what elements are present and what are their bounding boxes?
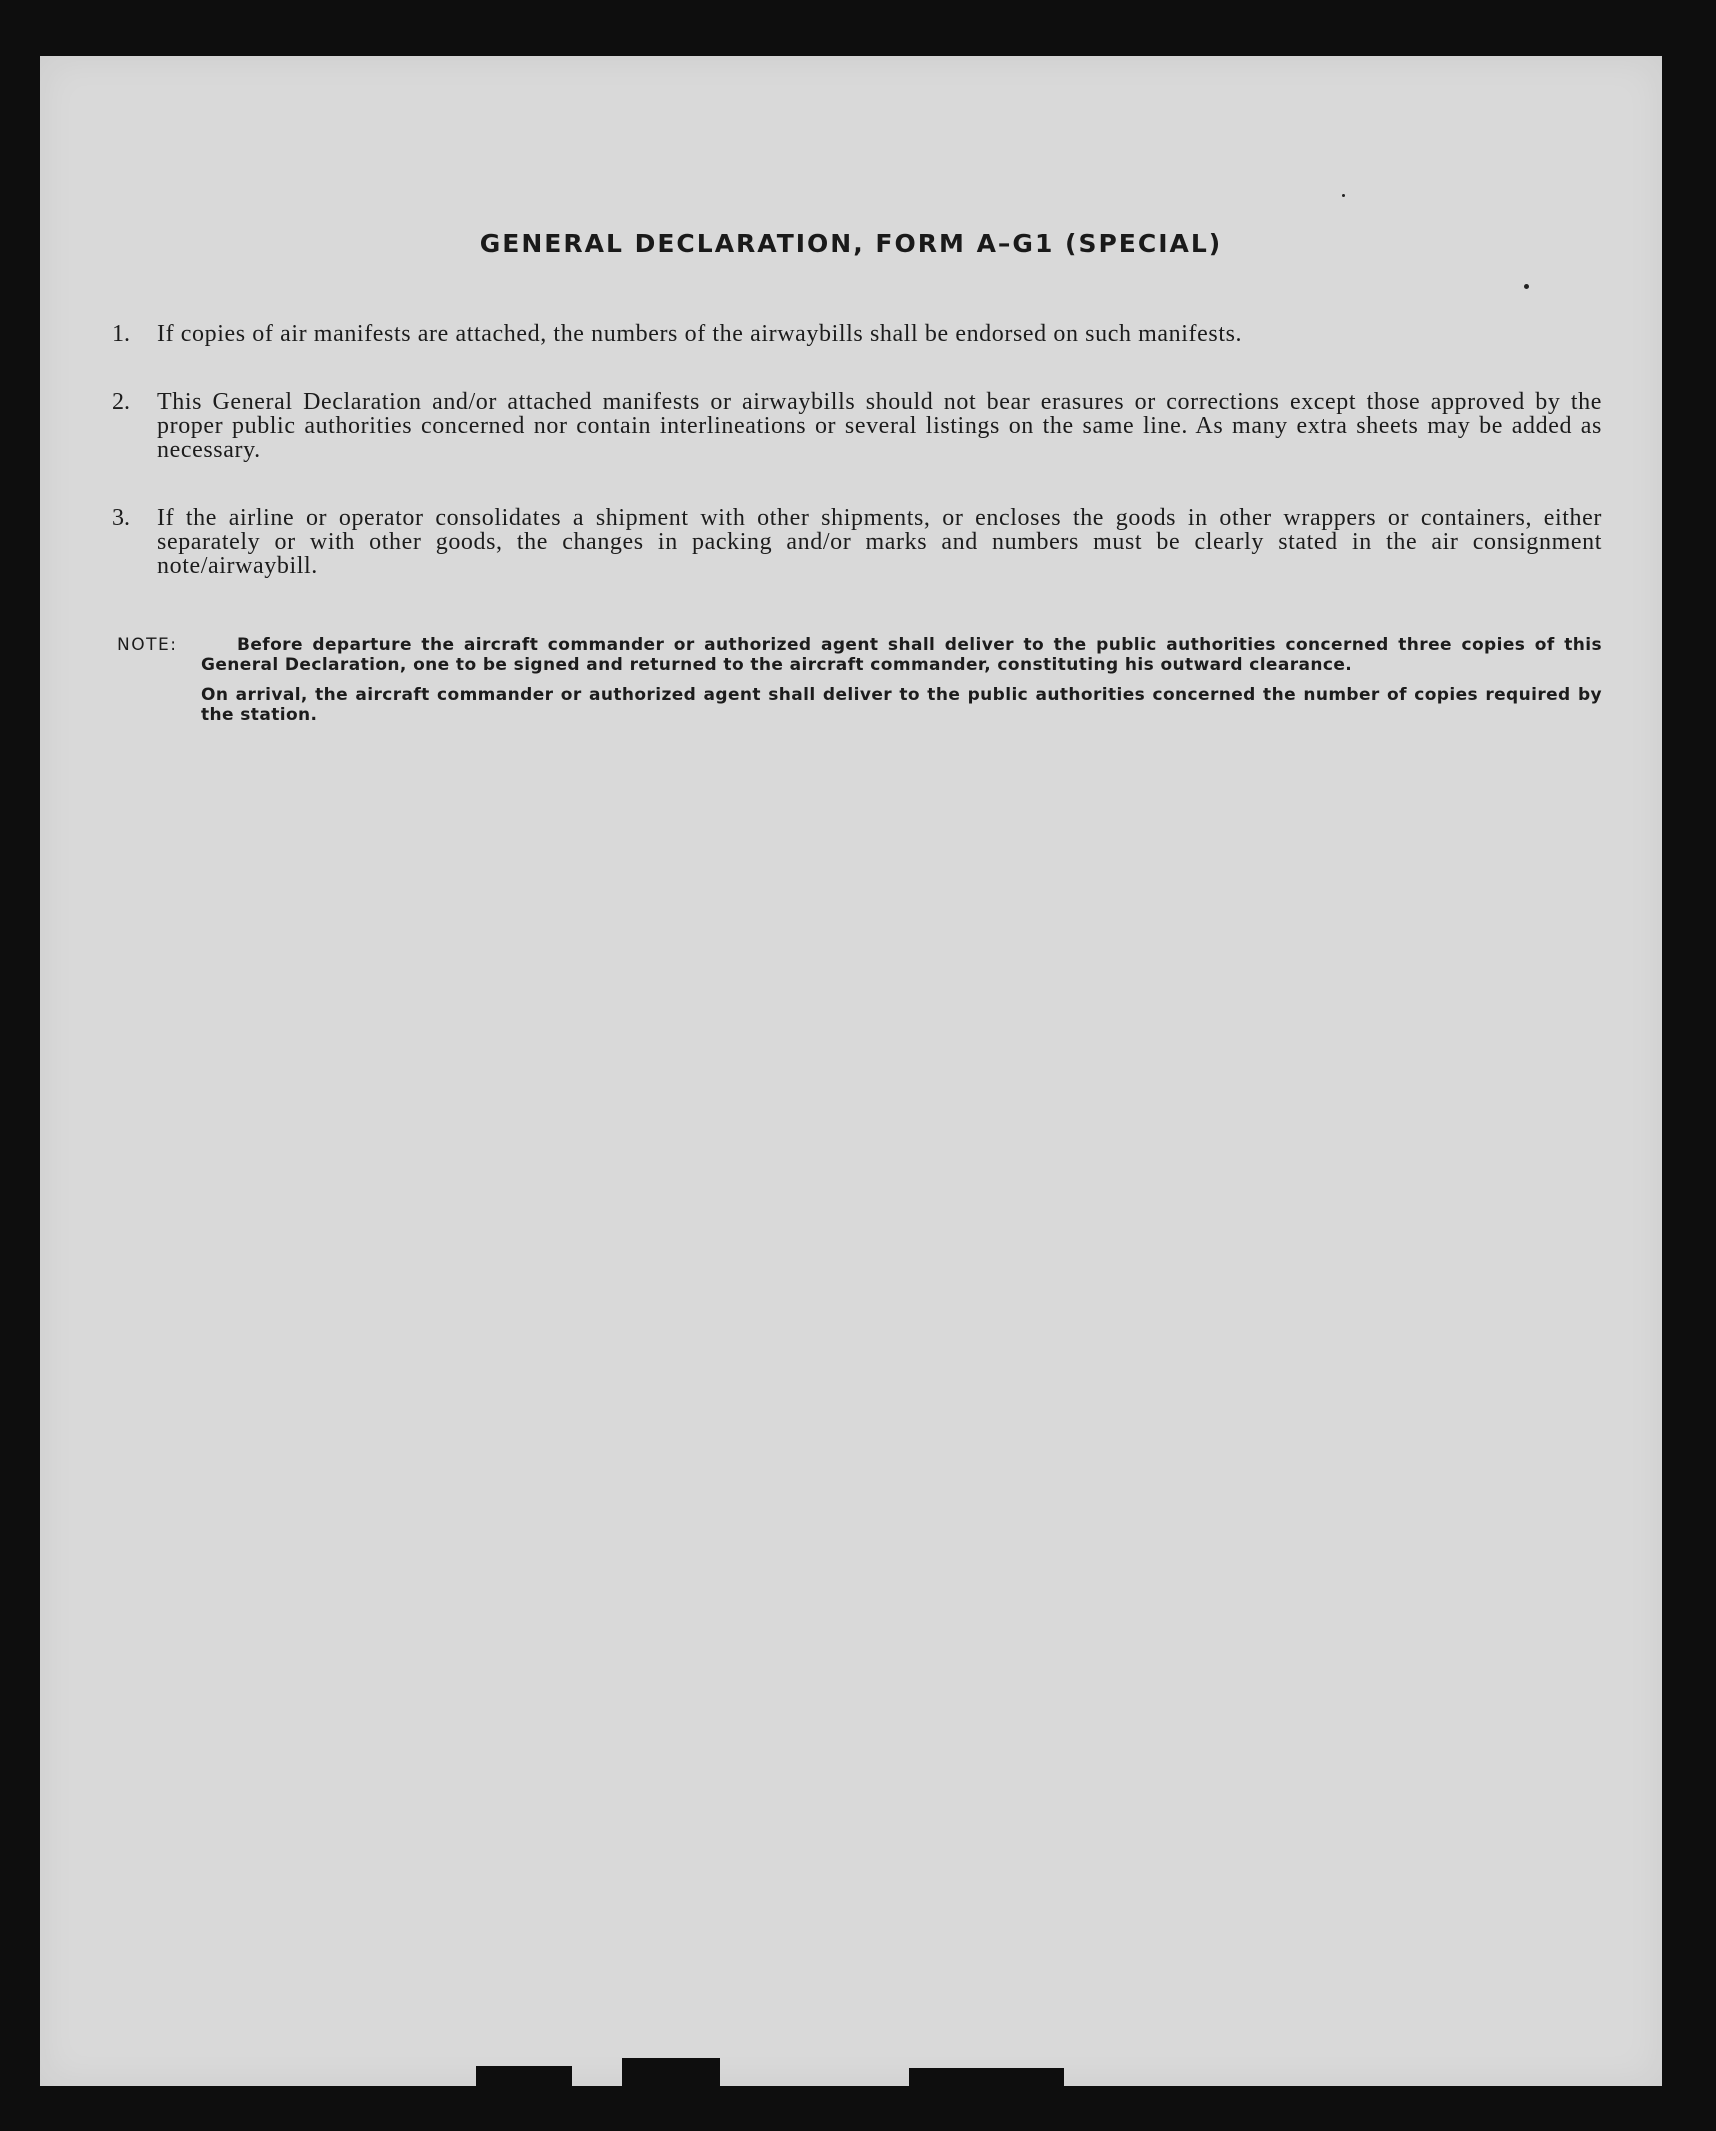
document-title: GENERAL DECLARATION, FORM A–G1 (SPECIAL) (479, 229, 1223, 258)
item-number: 2. (112, 389, 130, 415)
dust-speck (1342, 194, 1345, 197)
item-text: This General Declaration and/or attached manifests or airwaybills should not bear erasures or corrections except those approved by the proper public authorities concerned nor contain interlineations or several listings on the same line. As many extra sheets may be added as necessary. (157, 389, 1602, 463)
instruction-item (112, 506, 1602, 578)
note-section (117, 635, 1602, 725)
instruction-item (112, 390, 1602, 462)
note-paragraph-arrival: On arrival, the aircraft commander or authorized agent shall deliver to the public authorities concerned the number of copies required by the station. (201, 685, 1602, 725)
instruction-item (112, 322, 1602, 346)
item-number: 1. (112, 321, 130, 347)
note-paragraph-departure: Before departure the aircraft commander or authorized agent shall deliver to the public authorities concerned three copies of this General Declaration, one to be signed and returned to the aircraft commander, constituting his outward clearance. (201, 635, 1602, 675)
dust-speck (1524, 284, 1529, 289)
item-text: If copies of air manifests are attached, the numbers of the airwaybills shall be endorsed on such manifests. (157, 321, 1243, 347)
binder-tab-mark (622, 2058, 720, 2090)
item-number: 3. (112, 505, 130, 531)
binder-tab-mark (909, 2068, 1064, 2090)
binder-tab-mark (476, 2066, 572, 2090)
note-label: NOTE: (117, 635, 178, 655)
item-text: If the airline or operator consolidates a shipment with other shipments, or encloses the goods in other wrappers or containers, either separately or with other goods, the changes in packing and/or marks and numbers must be clearly stated in the air consignment note/airwaybill. (157, 505, 1602, 579)
document-page (40, 56, 1662, 2086)
